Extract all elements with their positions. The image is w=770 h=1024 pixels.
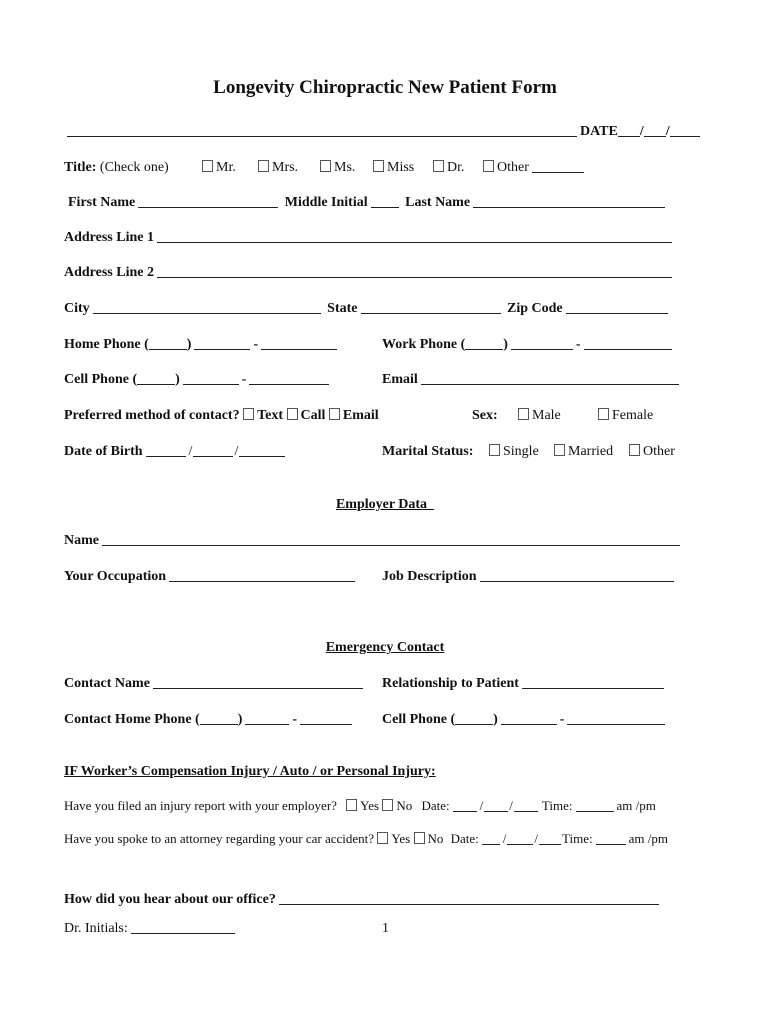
title-option-dr[interactable]: Dr. xyxy=(433,160,465,176)
employer-section-heading: Employer Data_ xyxy=(335,497,435,512)
last-name-label: Last Name xyxy=(405,195,471,210)
first-name-field[interactable] xyxy=(138,206,278,208)
home-phone-area-field[interactable] xyxy=(149,348,187,350)
injury-report-month-field[interactable] xyxy=(453,810,477,812)
last-name-field[interactable] xyxy=(473,206,665,208)
injury-report-time-label: Time: xyxy=(541,798,573,813)
injury-section-heading: IF Worker’s Compensation Injury / Auto / or Personal Injury: xyxy=(64,764,436,779)
address2-label: Address Line 2 xyxy=(64,265,154,280)
job-description-row xyxy=(382,569,677,585)
checkbox-icon[interactable] xyxy=(598,408,609,420)
relationship-row xyxy=(382,676,667,692)
zip-field[interactable] xyxy=(566,312,668,314)
checkbox-icon[interactable] xyxy=(373,160,384,172)
sex-row xyxy=(472,408,498,424)
middle-initial-field[interactable] xyxy=(371,206,399,208)
attorney-ampm: am /pm xyxy=(628,831,668,846)
work-phone-prefix-field[interactable] xyxy=(511,348,573,350)
ec-cell-phone-row: Cell Phone ( ) - xyxy=(382,712,668,728)
name-signature-line[interactable] xyxy=(67,135,577,137)
attorney-year-field[interactable] xyxy=(539,843,561,845)
title-row xyxy=(64,160,169,176)
work-phone-line-field[interactable] xyxy=(584,348,672,350)
contact-name-row xyxy=(64,676,366,692)
attorney-time-field[interactable] xyxy=(596,843,626,845)
occupation-field[interactable] xyxy=(169,580,355,582)
attorney-month-field[interactable] xyxy=(482,843,500,845)
injury-report-row: Have you filed an injury report with your employer? Yes No Date: / / Time: am /pm xyxy=(64,798,656,813)
page-number: 1 xyxy=(382,921,389,936)
checkbox-icon[interactable] xyxy=(202,160,213,172)
dob-month-field[interactable] xyxy=(146,455,186,457)
checkbox-icon[interactable] xyxy=(320,160,331,172)
marital-row xyxy=(382,444,473,460)
checkbox-icon[interactable] xyxy=(382,799,393,811)
state-field[interactable] xyxy=(361,312,501,314)
checkbox-icon[interactable] xyxy=(433,160,444,172)
address2-row xyxy=(64,265,675,281)
address1-label: Address Line 1 xyxy=(64,230,154,245)
job-description-field[interactable] xyxy=(480,580,674,582)
checkbox-icon[interactable] xyxy=(518,408,529,420)
address2-field[interactable] xyxy=(157,276,672,278)
cell-phone-area-field[interactable] xyxy=(137,383,175,385)
dob-label: Date of Birth xyxy=(64,444,143,459)
sex-option-male[interactable]: Male xyxy=(518,408,561,424)
date-month-field[interactable] xyxy=(618,135,640,137)
injury-report-yes[interactable]: Yes xyxy=(346,798,379,813)
contact-option-email[interactable]: Email xyxy=(329,408,379,423)
address1-field[interactable] xyxy=(157,241,672,243)
contact-home-phone-row: Contact Home Phone ( ) - xyxy=(64,712,355,728)
attorney-question: Have you spoke to an attorney regarding your car accident? xyxy=(64,831,375,846)
hear-about-field[interactable] xyxy=(279,903,659,905)
preferred-contact-label: Preferred method of contact? xyxy=(64,408,240,423)
city-field[interactable] xyxy=(93,312,321,314)
title-option-other[interactable]: Other xyxy=(483,160,587,176)
checkbox-icon[interactable] xyxy=(554,444,565,456)
ec-cell-area-field[interactable] xyxy=(455,723,493,725)
form-title: Longevity Chiropractic New Patient Form xyxy=(213,77,557,98)
home-phone-prefix-field[interactable] xyxy=(194,348,250,350)
injury-report-time-field[interactable] xyxy=(576,810,614,812)
relationship-label: Relationship to Patient xyxy=(382,676,519,691)
dr-initials-row xyxy=(64,921,238,937)
preferred-contact-row xyxy=(64,408,379,424)
state-label: State xyxy=(327,301,358,316)
attorney-row: Have you spoke to an attorney regarding your car accident? Yes No Date: / / Time: am /pm xyxy=(64,831,668,846)
injury-report-date-label: Date: xyxy=(421,798,450,813)
dob-day-field[interactable] xyxy=(193,455,233,457)
checkbox-icon[interactable] xyxy=(329,408,340,420)
home-phone-label: Home Phone xyxy=(64,337,141,352)
home-phone-row: Home Phone ( ) - xyxy=(64,337,340,353)
marital-option-married[interactable]: Married xyxy=(554,444,613,460)
title-option-mr[interactable]: Mr. xyxy=(202,160,236,176)
contact-option-call[interactable]: Call xyxy=(287,408,326,423)
work-phone-area-field[interactable] xyxy=(465,348,503,350)
attorney-day-field[interactable] xyxy=(507,843,533,845)
contact-name-label: Contact Name xyxy=(64,676,150,691)
checkbox-icon[interactable] xyxy=(287,408,298,420)
date-day-field[interactable] xyxy=(644,135,666,137)
marital-option-single[interactable]: Single xyxy=(489,444,539,460)
cell-phone-label: Cell Phone xyxy=(64,372,129,387)
marital-label: Marital Status: xyxy=(382,444,474,459)
injury-report-year-field[interactable] xyxy=(514,810,538,812)
email-row xyxy=(382,372,682,388)
dr-initials-field[interactable] xyxy=(131,932,235,934)
ec-cell-prefix-field[interactable] xyxy=(501,723,557,725)
employer-name-row xyxy=(64,533,683,549)
checkbox-icon[interactable] xyxy=(377,832,388,844)
hear-about-row xyxy=(64,892,662,908)
contact-home-line-field[interactable] xyxy=(300,723,352,725)
marital-option-other[interactable]: Other xyxy=(629,444,675,460)
work-phone-row: Work Phone ( ) - xyxy=(382,337,675,353)
home-phone-line-field[interactable] xyxy=(261,348,337,350)
occupation-label: Your Occupation xyxy=(64,569,167,584)
checkbox-icon[interactable] xyxy=(414,832,425,844)
checkbox-icon[interactable] xyxy=(629,444,640,456)
contact-name-field[interactable] xyxy=(153,687,363,689)
title-option-ms[interactable]: Ms. xyxy=(320,160,355,176)
checkbox-icon[interactable] xyxy=(243,408,254,420)
employer-name-label: Name xyxy=(64,533,99,548)
city-label: City xyxy=(64,301,90,316)
injury-report-day-field[interactable] xyxy=(484,810,508,812)
checkbox-icon[interactable] xyxy=(346,799,357,811)
cell-phone-row: Cell Phone ( ) - xyxy=(64,372,332,388)
contact-home-area-field[interactable] xyxy=(200,723,238,725)
injury-report-ampm: am /pm xyxy=(616,798,656,813)
city-row xyxy=(64,301,671,317)
cell-phone-line-field[interactable] xyxy=(249,383,329,385)
title-option-mrs[interactable]: Mrs. xyxy=(258,160,298,176)
attorney-yes[interactable]: Yes xyxy=(377,831,410,846)
job-description-label: Job Description xyxy=(382,569,477,584)
ec-cell-phone-label: Cell Phone xyxy=(382,712,447,727)
title-other-field[interactable] xyxy=(532,171,584,173)
occupation-row xyxy=(64,569,358,585)
employer-name-field[interactable] xyxy=(102,544,680,546)
attorney-time-label: Time: xyxy=(562,831,593,846)
cell-phone-prefix-field[interactable] xyxy=(183,383,239,385)
emergency-section-heading: Emergency Contact xyxy=(325,640,445,655)
injury-report-no[interactable]: No xyxy=(382,798,412,813)
contact-home-phone-label: Contact Home Phone xyxy=(64,712,192,727)
email-label: Email xyxy=(382,372,418,387)
attorney-date-label: Date: xyxy=(450,831,479,846)
title-label: Title: xyxy=(64,160,97,175)
dob-row: Date of Birth / / xyxy=(64,444,286,460)
middle-initial-label: Middle Initial xyxy=(284,195,368,210)
date-row: DATE / / xyxy=(64,124,700,140)
title-hint: (Check one) xyxy=(99,160,169,175)
hear-about-label: How did you hear about our office? xyxy=(64,892,276,907)
contact-home-prefix-field[interactable] xyxy=(245,723,289,725)
first-name-label: First Name xyxy=(68,195,136,210)
checkbox-icon[interactable] xyxy=(483,160,494,172)
address1-row xyxy=(64,230,675,246)
dr-initials-label: Dr. Initials: xyxy=(64,921,128,936)
injury-report-question: Have you filed an injury report with your employer? xyxy=(64,798,337,813)
zip-label: Zip Code xyxy=(507,301,563,316)
checkbox-icon[interactable] xyxy=(489,444,500,456)
checkbox-icon[interactable] xyxy=(258,160,269,172)
email-field[interactable] xyxy=(421,383,679,385)
dob-year-field[interactable] xyxy=(239,455,285,457)
work-phone-label: Work Phone xyxy=(382,337,458,352)
sex-label: Sex: xyxy=(472,408,498,423)
ec-cell-line-field[interactable] xyxy=(567,723,665,725)
contact-option-text[interactable]: Text xyxy=(243,408,283,423)
name-row xyxy=(68,195,668,211)
date-label: DATE xyxy=(580,124,618,139)
title-option-miss[interactable]: Miss xyxy=(373,160,414,176)
relationship-field[interactable] xyxy=(522,687,664,689)
attorney-no[interactable]: No xyxy=(414,831,444,846)
date-year-field[interactable] xyxy=(670,135,700,137)
sex-option-female[interactable]: Female xyxy=(598,408,653,424)
